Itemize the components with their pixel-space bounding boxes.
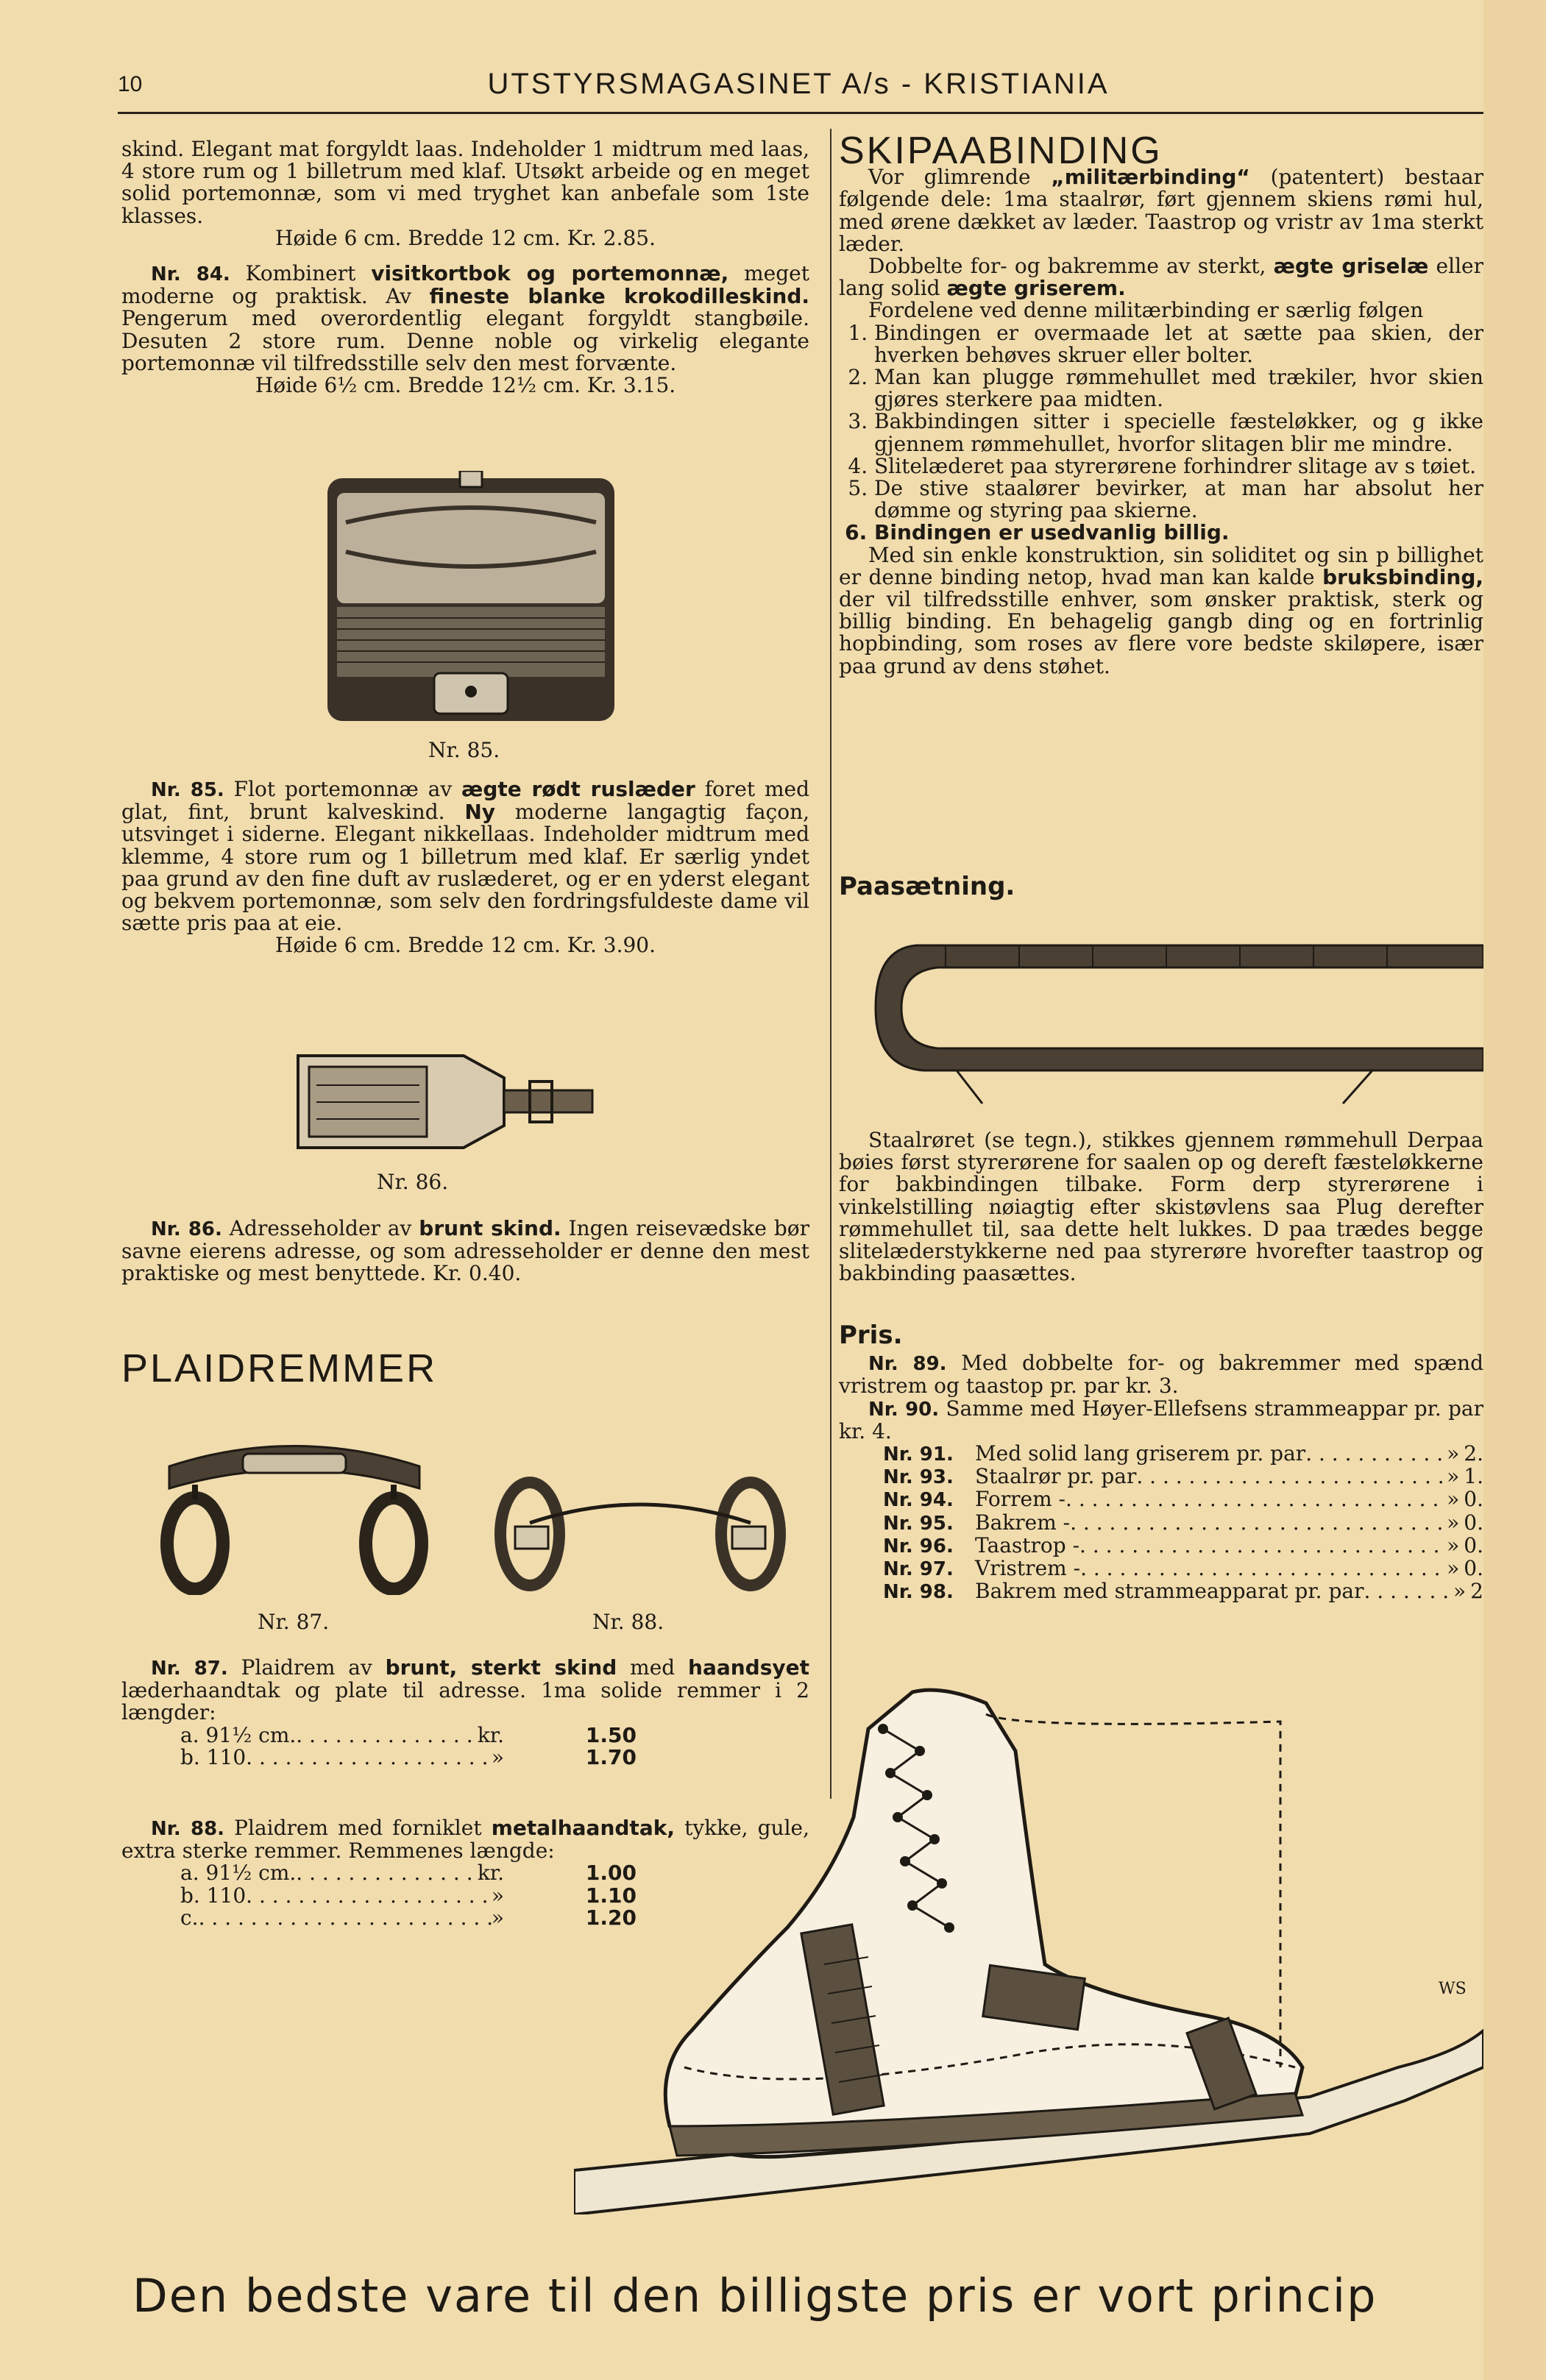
- item-84: [121, 263, 809, 374]
- item-87-bold2: haandsyet: [688, 1655, 810, 1680]
- leader: [296, 1724, 478, 1747]
- leader: [1305, 1443, 1447, 1465]
- item-84-label: Nr. 84.: [151, 263, 230, 286]
- price-row-unit: »: [1447, 1510, 1460, 1535]
- price-heading: Pris.: [839, 1321, 903, 1350]
- plaid-heading: PLAIDREMMER: [121, 1346, 438, 1390]
- item-84-text2: meget moderne og praktisk. Av: [121, 261, 809, 309]
- price-row-desc: Bakrem -: [975, 1510, 1071, 1535]
- item-87-row: [121, 1744, 637, 1769]
- item-85-bold2: Ny: [464, 800, 496, 825]
- advantage-item: 4. Slitelæderet paa styrerørene forhindrer slitage av s tøiet.: [874, 455, 1483, 477]
- leader: [246, 1885, 492, 1907]
- price-90: [839, 1398, 1483, 1443]
- price-row-desc: Forrem -: [975, 1487, 1066, 1512]
- price-row-desc: Staalrør pr. par: [975, 1464, 1137, 1489]
- item-87-bold1: brunt, sterkt skind: [385, 1655, 617, 1680]
- item-88-row: [121, 1885, 637, 1907]
- item-86-text2: Ingen reisevædske bør savne eierens adresse, og som adresseholder er denne den mest praktiske og mest benyttede. Kr. 0.40.: [121, 1216, 810, 1286]
- item-88-row: [121, 1907, 637, 1929]
- price-row: [883, 1466, 1483, 1488]
- price-89-unit: kr.: [1125, 1374, 1152, 1399]
- footer-motto: Den bedste vare til den billigste pris er vort princip: [132, 2269, 1377, 2323]
- advantage-item: 6. Bindingen er usedvanlig billig.: [874, 522, 1483, 544]
- leader: [296, 1862, 478, 1884]
- ski-summary-text2: der vil tilfredsstille enhver, som ønsker praktisk, sterk og billig binding. En behagelig gangb ding og en fortrinlig hopbinding, som roses av flere vore bedste skiløpere, især paa grund av dens støhet.: [839, 587, 1483, 678]
- price-90-price: 4.: [872, 1418, 892, 1443]
- header-rule: [118, 112, 1483, 114]
- price-row-price: 2: [1470, 1579, 1483, 1604]
- price-rows: [839, 1443, 1483, 1603]
- advantage-item: 3. Bakbindingen sitter i specielle fæsteløkker, og g ikke gjennem rømmehullet, hvorfor slitagen blir me mindre.: [874, 411, 1483, 455]
- ski-straps: [839, 255, 1483, 299]
- item-87-text2: med: [630, 1655, 676, 1680]
- left-column-item86: [121, 1218, 809, 1285]
- fig-86-caption: Nr. 86.: [377, 1170, 449, 1194]
- page-number: 10: [118, 72, 143, 96]
- advantage-item: 5. De stive staalører bevirker, at man har absolut her dømme og styring paa skierne.: [874, 477, 1483, 522]
- ski-summary: [839, 544, 1483, 678]
- price-row: [883, 1532, 1483, 1557]
- price-row-nr: Nr. 98.: [883, 1581, 954, 1604]
- leader: [1364, 1580, 1453, 1602]
- leader: [199, 1907, 492, 1929]
- item-88-row-prefix: »: [491, 1905, 504, 1930]
- ski-straps-text2: eller lang solid: [839, 254, 1483, 301]
- ski-summary-bold1: bruksbinding,: [1322, 564, 1483, 589]
- price-row-unit: »: [1453, 1579, 1467, 1604]
- ski-intro: [839, 166, 1483, 255]
- item-87-text3: læderhaandtak og plate til adresse. 1ma solide remmer i 2 længder:: [121, 1678, 809, 1725]
- page-edge: [1483, 0, 1546, 2380]
- ski-intro-text2: (patentert) bestaar følgende dele: 1ma staalrør, ført gjennem skiens rømi hul, med ørene dækket av læder. Taastrop og vristr av 1ma sterkt læder.: [839, 165, 1483, 256]
- item-87-row-size: a. 91½ cm.: [180, 1722, 297, 1747]
- ski-intro-bold1: „militærbinding“: [1051, 165, 1250, 190]
- item-85-dims: Høide 6 cm. Bredde 12 cm. Kr. 3.90.: [274, 933, 656, 958]
- left-column-item85: [121, 778, 809, 957]
- price-row-nr: Nr. 94.: [883, 1489, 954, 1512]
- fig-88-caption: Nr. 88.: [592, 1610, 664, 1634]
- price-89-nr: Nr. 89.: [868, 1353, 947, 1376]
- item-88-bold1: metalhaandtak,: [491, 1816, 675, 1840]
- advantage-item: 1. Bindingen er overmaade let at sætte paa skien, der hverken behøves skruer eller bolter.: [874, 322, 1483, 366]
- price-row-nr: Nr. 96.: [883, 1535, 954, 1557]
- price-row: [883, 1488, 1483, 1511]
- item-85-bold1: ægte rødt ruslæder: [461, 777, 695, 801]
- address-tag-illustration: [294, 1045, 603, 1155]
- assembly-text-wrap: [839, 1129, 1483, 1285]
- leader: [1065, 1488, 1447, 1510]
- price-row-nr: Nr. 97.: [883, 1558, 954, 1581]
- leader: [1070, 1512, 1447, 1534]
- price-row-nr: Nr. 93.: [883, 1466, 954, 1489]
- item-86-label: Nr. 86.: [151, 1218, 222, 1240]
- item-85-text2: foret med glat, fint, brunt kalveskind.: [121, 777, 810, 825]
- item-84-dims: Høide 6½ cm. Bredde 12½ cm. Kr. 3.15.: [255, 373, 676, 398]
- item-84-text3: Pengerum med overordentlig elegant forgyldt stangbøile. Desuten 2 store rum. Denne noble og virkelig elegante portemonnæ vil tilfredsstille selv den mest forvænte.: [121, 306, 809, 375]
- item-88-row-prefix: kr.: [477, 1861, 504, 1886]
- item-86: [121, 1218, 809, 1285]
- advantages-list: [839, 322, 1483, 544]
- price-row-unit: »: [1447, 1464, 1460, 1489]
- intro-text: skind. Elegant mat forgyldt laas. Indeholder 1 midtrum med laas, 4 store rum og 1 billetrum med klaf. Utsøkt arbeide og en meget solid portemonnæ, som vi med tryghet kan anbefale som 1ste klasses.: [121, 137, 809, 228]
- price-row-unit: »: [1447, 1532, 1460, 1557]
- item-87-label: Nr. 87.: [151, 1658, 228, 1680]
- price-row-price: 0.: [1464, 1510, 1483, 1535]
- ski-boot-illustration: [574, 1685, 1483, 2214]
- artist-signature: WS: [1439, 1980, 1467, 1998]
- item-87-row-size: b. 110: [180, 1744, 247, 1769]
- price-90-nr: Nr. 90.: [868, 1398, 940, 1421]
- item-88-row-price: 1.20: [585, 1905, 637, 1930]
- item-84-bold1: visitkortbok og portemonnæ,: [371, 261, 729, 286]
- item-87-row-prefix: »: [491, 1744, 504, 1769]
- right-column-top: [839, 129, 1483, 678]
- price-row: [883, 1443, 1483, 1466]
- steel-tube-illustration: [872, 927, 1483, 1111]
- price-row-price: 0.: [1464, 1487, 1483, 1512]
- fig-85-caption: Nr. 85.: [428, 738, 500, 762]
- price-row-desc: Taastrop -: [975, 1532, 1080, 1557]
- advantage-item: 2. Man kan plugge rømmehullet med trækiler, hvor skien gjøres sterkere paa midten.: [874, 366, 1483, 411]
- item-84-bold2: fineste blanke krokodilleskind.: [429, 284, 809, 309]
- leader: [1080, 1557, 1447, 1580]
- price-row: [883, 1580, 1483, 1603]
- advantages-intro: Fordelene ved denne militærbinding er særlig følgen: [868, 298, 1424, 323]
- page-header: [118, 68, 1479, 109]
- price-90-desc: Samme med Høyer-Ellefsens strammeappar pr. par: [946, 1396, 1483, 1421]
- item-88-row-size: c.: [180, 1905, 199, 1930]
- item-88-row-size: b. 110: [180, 1883, 247, 1908]
- item-87-row: [121, 1724, 637, 1747]
- price-row-nr: Nr. 91.: [883, 1443, 954, 1466]
- item-86-bold1: brunt skind.: [419, 1216, 561, 1240]
- ski-straps-text1: Dobbelte for- og bakremme av sterkt,: [868, 254, 1266, 279]
- price-89: [839, 1352, 1483, 1397]
- price-row-unit: »: [1447, 1441, 1460, 1466]
- price-row-desc: Med solid lang griserem pr. par: [975, 1441, 1306, 1466]
- assembly-heading: Paasætning.: [839, 872, 1015, 901]
- wallet-illustration: [324, 471, 618, 725]
- price-90-unit: kr.: [839, 1418, 866, 1443]
- item-88-row: [121, 1862, 637, 1884]
- ski-summary-text1: Med sin enkle konstruktion, sin soliditet og sin p billighet er denne binding netop, hvad man kan kalde: [839, 542, 1483, 589]
- item-88-text1: Plaidrem med forniklet: [234, 1816, 482, 1840]
- price-89-desc: Med dobbelte for- og bakremmer med spænd vristrem og taastop pr. par: [839, 1351, 1483, 1399]
- price-list: [839, 1321, 1483, 1604]
- price-row-nr: Nr. 95.: [883, 1512, 954, 1535]
- price-row-price: 0.: [1464, 1532, 1483, 1557]
- leader: [1079, 1535, 1447, 1557]
- price-row-unit: »: [1447, 1487, 1460, 1512]
- item-87-row-price: 1.70: [585, 1744, 637, 1769]
- item-88-sizes: [121, 1862, 637, 1929]
- leader: [246, 1747, 492, 1769]
- assembly-heading-wrap: [839, 872, 1483, 901]
- price-row-price: 0.: [1464, 1556, 1483, 1581]
- price-row-unit: »: [1447, 1556, 1460, 1581]
- item-88-label: Nr. 88.: [151, 1818, 225, 1840]
- intro-dims: Høide 6 cm. Bredde 12 cm. Kr. 2.85.: [274, 225, 656, 250]
- item-85-text3: moderne langagtig façon, utsvinget i siderne. Elegant nikkellaas. Indeholder midtrum med klemme, 4 store rum og 1 billetrum med klaf. Er særlig yndet paa grund av den fine duft av ruslæderet, og er en yderst elegant og bekvem portemonnæ, som selv den fordringsfuldeste dame vil sætte pris paa at eie.: [121, 800, 810, 936]
- item-87-row-prefix: kr.: [477, 1722, 504, 1747]
- price-row-desc: Bakrem med strammeapparat pr. par: [975, 1579, 1364, 1604]
- item-88-row-prefix: »: [491, 1883, 504, 1908]
- price-row: [883, 1557, 1483, 1580]
- price-row: [883, 1512, 1483, 1535]
- item-87-sizes: [121, 1724, 637, 1769]
- left-column-top: [121, 138, 809, 397]
- column-divider: [830, 129, 831, 1799]
- item-88-row-price: 1.10: [585, 1883, 637, 1908]
- item-88-row-price: 1.00: [585, 1861, 637, 1886]
- leader: [1136, 1466, 1447, 1488]
- ski-straps-bold1: ægte griselæ: [1273, 254, 1429, 279]
- ski-straps-bold2: ægte griserem.: [946, 276, 1126, 301]
- item-88-text2: tykke, gule, extra sterke remmer. Remmenes længde:: [121, 1816, 810, 1864]
- ski-intro-text1: Vor glimrende: [868, 165, 1031, 190]
- item-87-text1: Plaidrem av: [241, 1655, 372, 1680]
- ski-heading: SKIPAABINDING: [839, 129, 1163, 172]
- plaid-heading-wrap: [121, 1346, 809, 1390]
- item-86-text1: Adresseholder av: [229, 1216, 412, 1240]
- price-row-price: 2.: [1464, 1441, 1483, 1466]
- plaid-strap-87-illustration: [155, 1433, 434, 1595]
- assembly-text: Staalrøret (se tegn.), stikkes gjennem rømmehull Derpaa bøies først styrerørene for saalen op og dereft fæsteløkkerne for bakbindingen tilbake. Form derp styrerørene i vinkelstilling nøiagtig efter skistøvlens saa Plug derefter rømmehullet til, saa dette helt lukkes. D paa trædes begge slitelæderstykkerne ned paa styrerøre hvorefter taastrop og bakbinding paasættes.: [839, 1128, 1483, 1286]
- price-89-price: 3.: [1158, 1374, 1179, 1399]
- item-87-row-price: 1.50: [585, 1722, 637, 1747]
- item-88-row-size: a. 91½ cm.: [180, 1861, 297, 1886]
- price-row-price: 1.: [1464, 1464, 1483, 1489]
- item-85: [121, 778, 809, 934]
- price-row-desc: Vristrem -: [975, 1556, 1081, 1581]
- item-85-label: Nr. 85.: [151, 779, 224, 801]
- running-title: UTSTYRSMAGASINET A/s - KRISTIANIA: [487, 68, 1110, 100]
- item-85-text1: Flot portemonnæ av: [233, 777, 453, 801]
- fig-87-caption: Nr. 87.: [258, 1610, 330, 1634]
- item-84-text1: Kombinert: [245, 261, 356, 286]
- plaid-strap-88-illustration: [486, 1471, 795, 1596]
